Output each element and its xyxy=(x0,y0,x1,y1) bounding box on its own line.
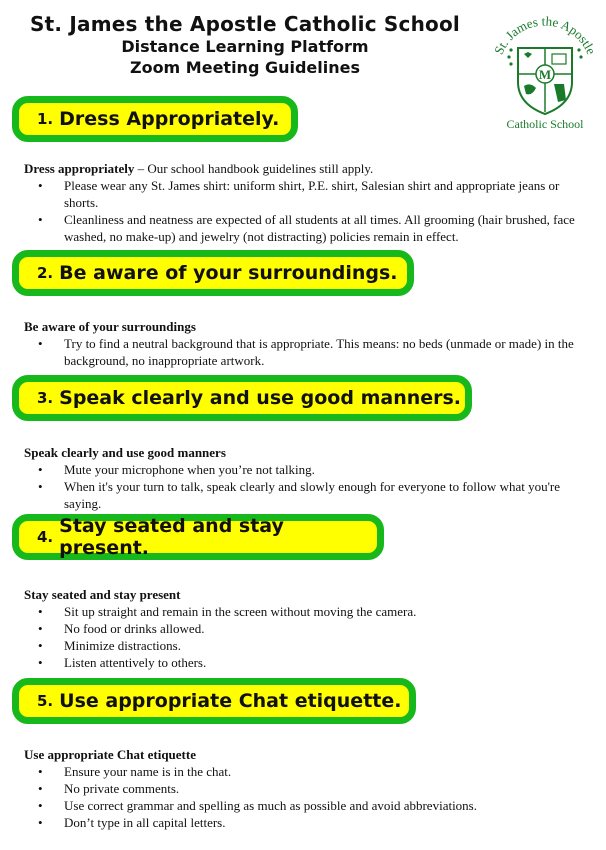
list-item: • No private comments. xyxy=(64,780,584,797)
section-4-list xyxy=(24,603,584,671)
section-3-number: 3. xyxy=(37,389,54,407)
list-item: • Cleanliness and neatness are expected of all students at all times. All grooming (hair brushed, face washed, no make-up) and jewelry (not distracting) policies remain in effect. xyxy=(64,211,584,245)
section-2-number: 2. xyxy=(37,264,54,282)
school-crest-logo xyxy=(486,4,604,130)
section-1-body xyxy=(24,160,584,245)
section-4-banner xyxy=(12,514,384,560)
list-item: • When it's your turn to talk, speak clearly and slowly enough for everyone to follow what you're saying. xyxy=(64,478,584,512)
section-5-body xyxy=(24,746,584,831)
section-1-list xyxy=(24,177,584,245)
section-3-title: Speak clearly and use good manners. xyxy=(59,387,462,409)
list-item: • Please wear any St. James shirt: uniform shirt, P.E. shirt, Salesian shirt and appropriate jeans or shorts. xyxy=(64,177,584,211)
section-1-number: 1. xyxy=(37,110,54,128)
section-3-lead: Speak clearly and use good manners xyxy=(24,445,226,460)
list-item: • Use correct grammar and spelling as much as possible and avoid abbreviations. xyxy=(64,797,584,814)
list-item: • Mute your microphone when you’re not talking. xyxy=(64,461,584,478)
logo-bottom-text: Catholic School xyxy=(506,117,584,130)
logo-arc-text: St. James the Apostle xyxy=(490,13,600,57)
section-4-lead: Stay seated and stay present xyxy=(24,587,181,602)
section-3-banner xyxy=(12,375,472,421)
section-5-lead: Use appropriate Chat etiquette xyxy=(24,747,196,762)
section-5-banner xyxy=(12,678,416,724)
section-2-body xyxy=(24,318,584,369)
school-name: St. James the Apostle Catholic School xyxy=(30,12,460,36)
section-3-body xyxy=(24,444,584,512)
section-2-title: Be aware of your surroundings. xyxy=(59,262,398,284)
section-2-list xyxy=(24,335,584,369)
list-item: • Try to find a neutral background that is appropriate. This means: no beds (unmade or made) in the background, no inappropriate artwork. xyxy=(64,335,584,369)
list-item: • Ensure your name is in the chat. xyxy=(64,763,584,780)
list-item: • Listen attentively to others. xyxy=(64,654,584,671)
section-2-lead: Be aware of your surroundings xyxy=(24,319,196,334)
list-item: • No food or drinks allowed. xyxy=(64,620,584,637)
section-3-list xyxy=(24,461,584,512)
section-4-body xyxy=(24,586,584,671)
section-5-number: 5. xyxy=(37,692,54,710)
document-header xyxy=(0,12,490,78)
shield-icon xyxy=(518,48,572,114)
section-1-lead: Dress appropriately – Our school handbook guidelines still apply. xyxy=(24,161,374,176)
section-5-list xyxy=(24,763,584,831)
list-item: • Minimize distractions. xyxy=(64,637,584,654)
section-2-banner xyxy=(12,250,414,296)
logo-letter: M xyxy=(538,67,552,82)
guidelines-title: Zoom Meeting Guidelines xyxy=(129,58,361,77)
section-4-title: Stay seated and stay present. xyxy=(59,515,284,559)
platform-title: Distance Learning Platform xyxy=(121,37,369,56)
section-1-title: Dress Appropriately. xyxy=(59,108,280,130)
section-1-banner xyxy=(12,96,298,142)
list-item: • Don’t type in all capital letters. xyxy=(64,814,584,831)
section-4-number: 4. xyxy=(37,528,54,546)
section-5-title: Use appropriate Chat etiquette. xyxy=(59,690,402,712)
list-item: • Sit up straight and remain in the screen without moving the camera. xyxy=(64,603,584,620)
